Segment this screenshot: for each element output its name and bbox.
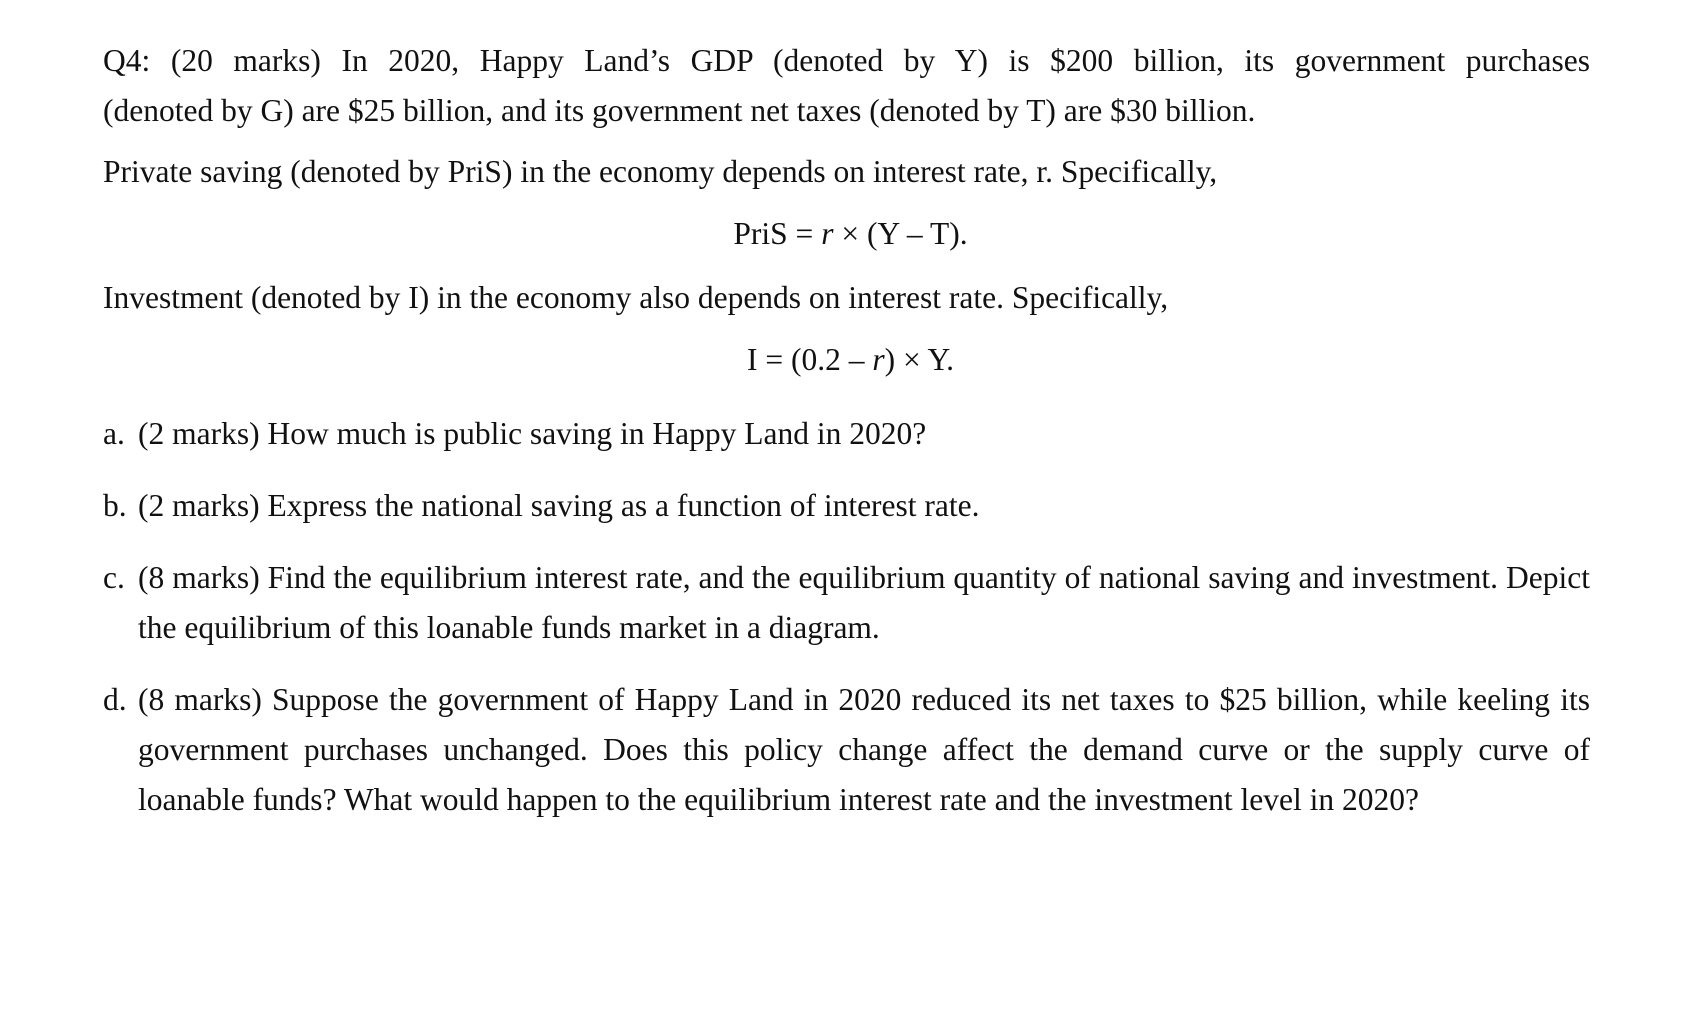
formula-rhs: ) × Y. <box>884 342 955 377</box>
formula-rhs: × (Y – T). <box>833 216 968 251</box>
part-a <box>103 409 1590 459</box>
part-marker: d. <box>103 682 127 717</box>
part-text: (2 marks) How much is public saving in Happy Land in 2020? <box>138 416 927 451</box>
question-intro-line-1: Q4: (20 marks) In 2020, Happy Land’s GDP (denoted by Y) is $200 billion, its government purchases <box>103 43 1590 78</box>
part-marker: a. <box>103 416 125 451</box>
question-intro-line-2: (denoted by G) are $25 billion, and its government net taxes (denoted by T) are $30 billion. <box>103 93 1256 128</box>
investment-statement: Investment (denoted by I) in the economy also depends on interest rate. Specifically, <box>103 280 1169 315</box>
part-text: (2 marks) Express the national saving as a function of interest rate. <box>138 488 980 523</box>
part-marker: c. <box>103 560 125 595</box>
part-text: (8 marks) Suppose the government of Happy Land in 2020 reduced its net taxes to $25 billion, while keeling its government purchases unchanged. Does this policy change affect the demand curve or the supply curve of loanable funds? What would happen to the equilibrium interest rate and the investment level in 2020? <box>138 682 1590 817</box>
formula-lhs: I = (0.2 – <box>746 342 873 377</box>
investment-formula <box>103 335 1590 385</box>
part-text: (8 marks) Find the equilibrium interest rate, and the equilibrium quantity of national saving and investment. Depict the equilibrium of this loanable funds market in a diagram. <box>138 560 1590 645</box>
formula-variable-r: r <box>821 216 834 251</box>
private-saving-statement: Private saving (denoted by PriS) in the economy depends on interest rate, r. Specifically, <box>103 154 1218 189</box>
private-saving-formula <box>103 209 1590 259</box>
part-c <box>103 553 1590 653</box>
part-d <box>103 675 1590 825</box>
part-b <box>103 481 1590 531</box>
formula-lhs: PriS = <box>733 216 822 251</box>
formula-variable-r: r <box>872 342 885 377</box>
question-document <box>103 36 1590 825</box>
part-marker: b. <box>103 488 127 523</box>
